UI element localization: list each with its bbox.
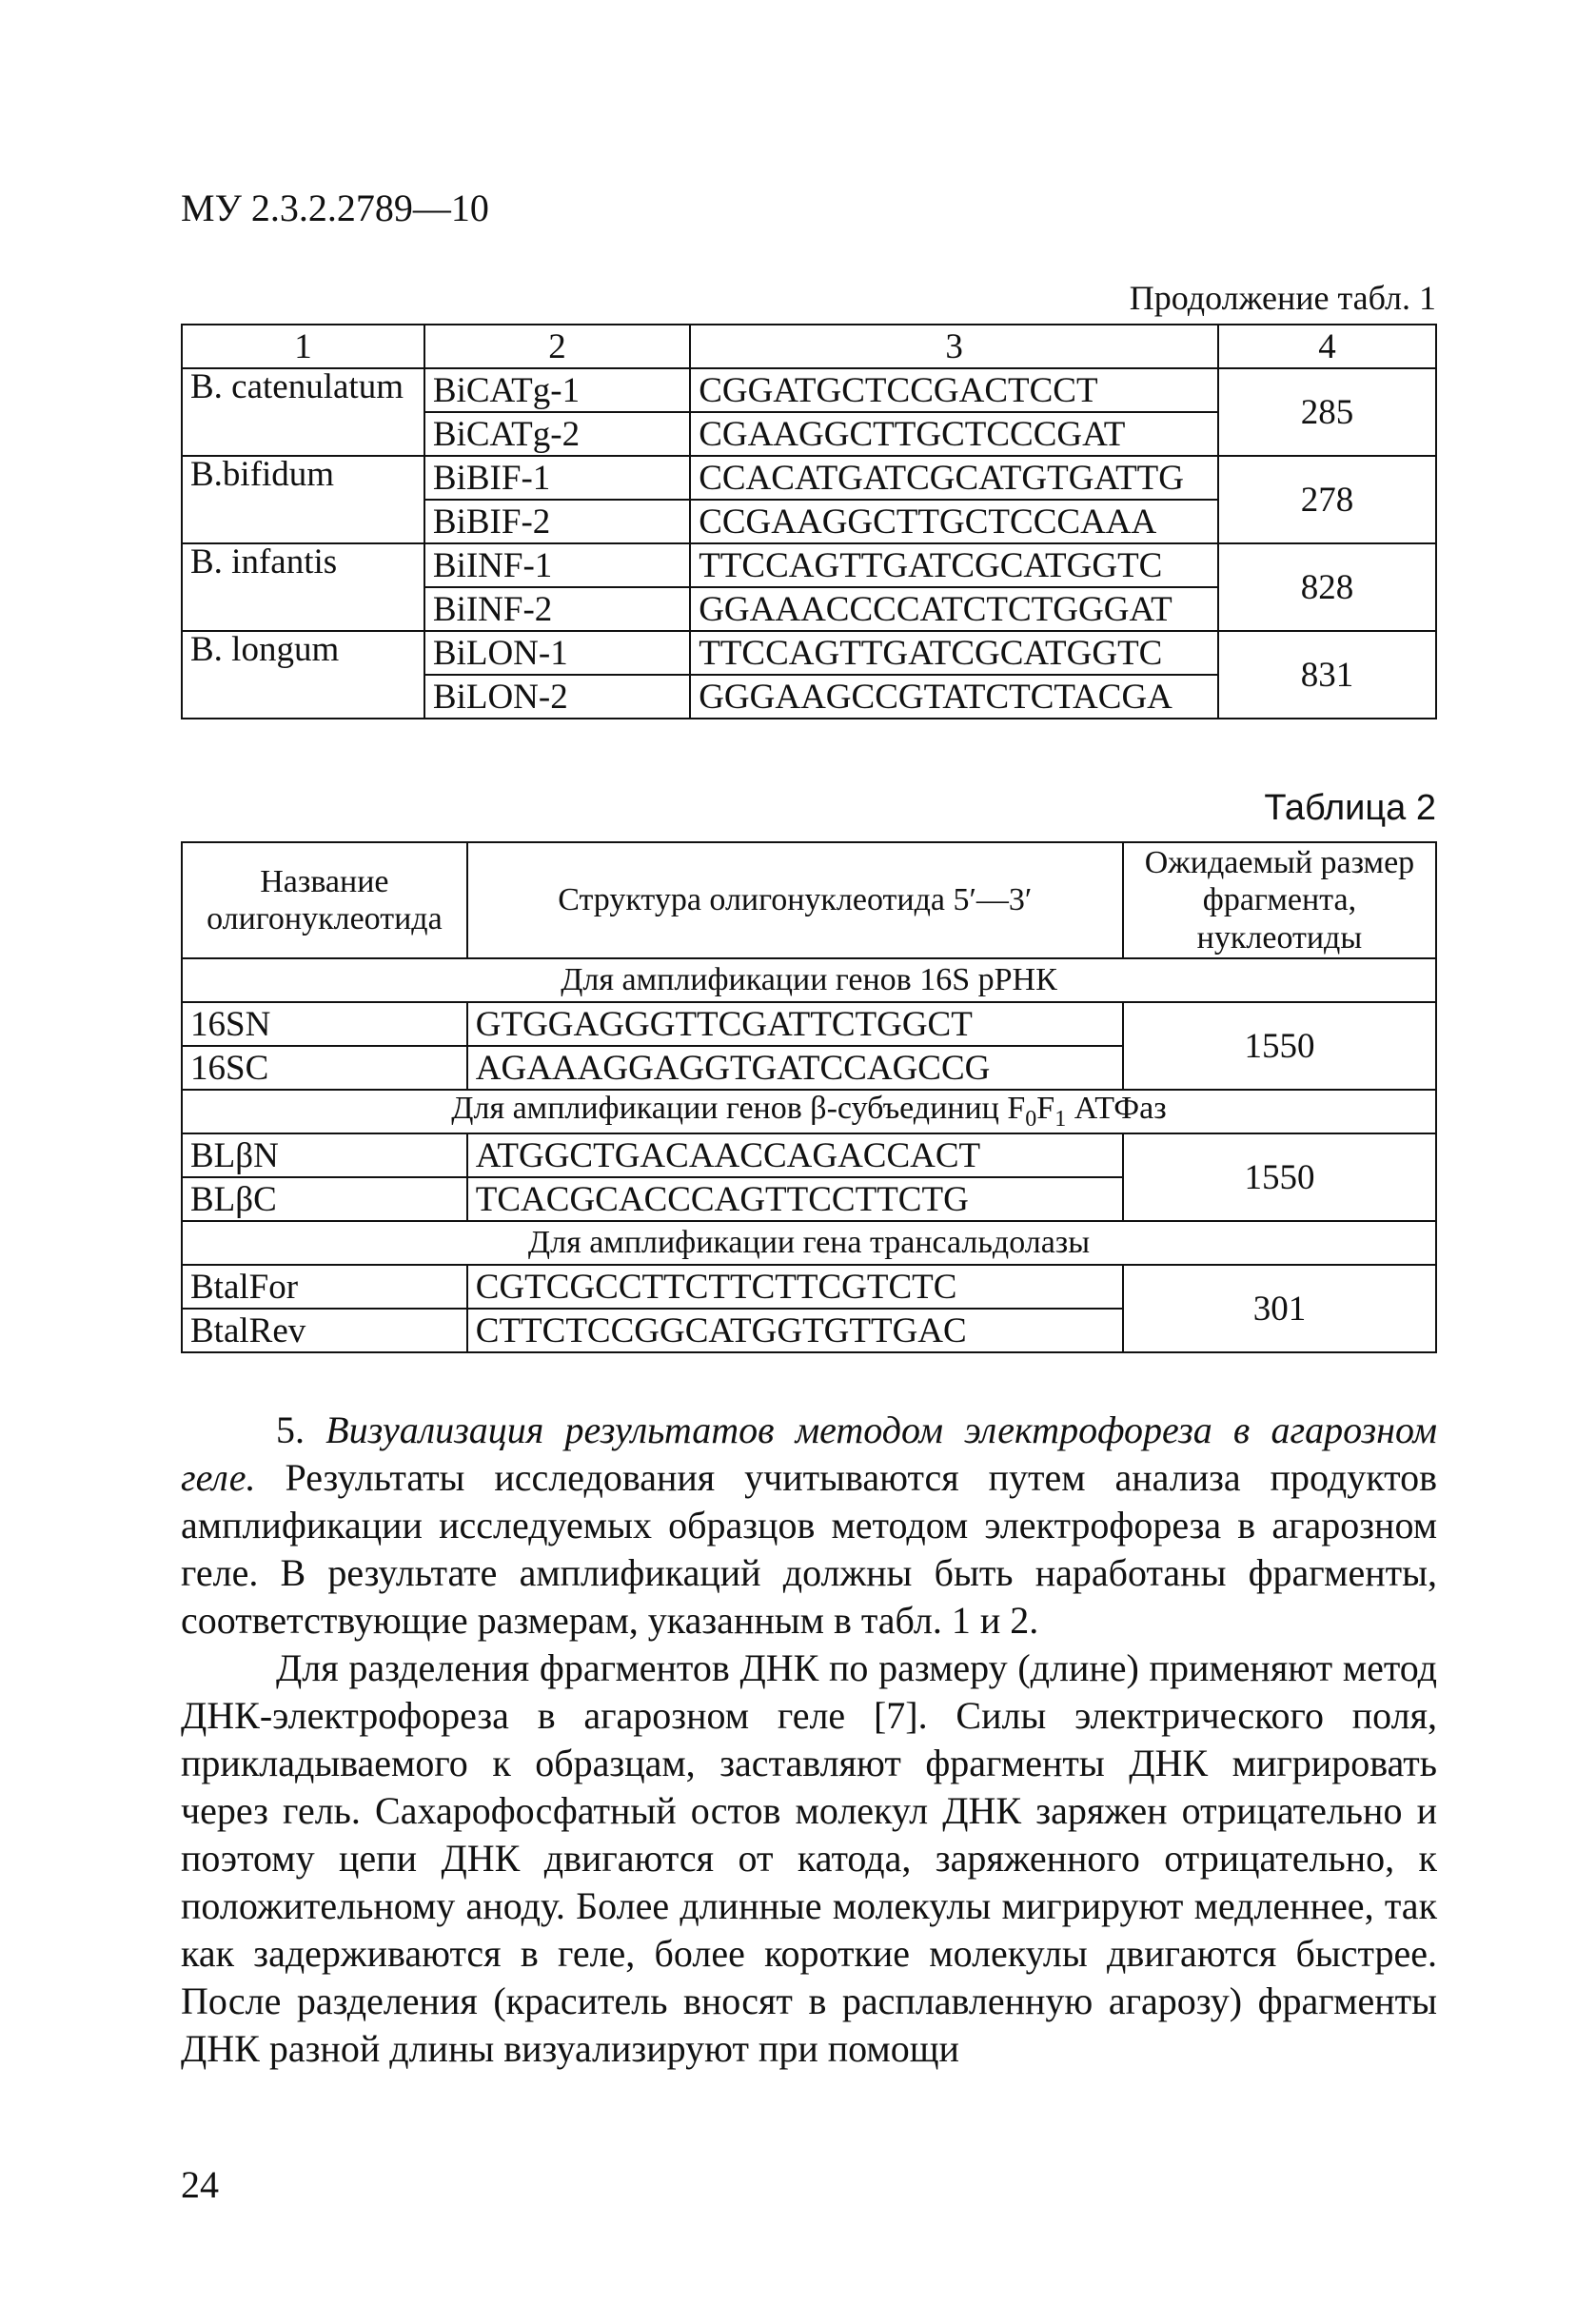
primer-name-cell: BiLON-2 [424,675,690,719]
table-row [182,368,1436,412]
section-title: Для амплификации генов 16S рРНК [182,958,1436,1002]
subscript: 0 [1025,1106,1037,1132]
sequence-cell: CCGAAGGCTTGCTCCCAAA [690,500,1218,543]
section-title-text: АТФаз [1066,1091,1167,1127]
fragment-size-cell: 301 [1123,1265,1436,1352]
primer-name-cell: BiINF-1 [424,543,690,587]
table1-col-header: 2 [424,325,690,368]
subscript: 1 [1054,1106,1067,1132]
section-heading: Визуализация результатов методом электрофореза в агарозном геле. [181,1409,1437,1499]
table-row [182,1265,1436,1309]
fragment-size-cell: 828 [1218,543,1436,631]
sequence-cell: CTTCTCCGGCATGGTGTTGAC [467,1309,1123,1352]
paragraph [181,1407,1437,1645]
sequence-cell: GGGAAGCCGTATCTCTACGA [690,675,1218,719]
sequence-cell: TCACGCACCCAGTTCCTTCTG [467,1177,1123,1221]
page-number: 24 [181,2163,219,2206]
species-cell: B. infantis [182,543,424,631]
sequence-cell: CGTCGCCTTCTTCTTCGTCTC [467,1265,1123,1309]
page-header: МУ 2.3.2.2789—10 [181,187,489,229]
table2-caption: Таблица 2 [1264,788,1436,828]
sequence-cell: AGAAAGGAGGTGATCCAGCCG [467,1046,1123,1090]
oligo-name-cell: 16SN [182,1002,467,1046]
species-cell: B. longum [182,631,424,719]
table1-header-row [182,325,1436,368]
primer-name-cell: BiBIF-1 [424,456,690,500]
oligo-name-cell: BtalRev [182,1309,467,1352]
section-row [182,1221,1436,1265]
paragraph-text: Результаты исследования учитываются путем анализа продуктов амплификации исследуемых образцов методом электрофореза в агарозном геле. В результате амплификаций должны быть наработаны фрагменты, соответствующие размерам, указанным в табл. 1 и 2. [181,1456,1437,1642]
table1-continuation-caption: Продолжение табл. 1 [1129,279,1436,317]
table1-col-header: 3 [690,325,1218,368]
section-row [182,958,1436,1002]
primer-name-cell: BiCATg-2 [424,412,690,456]
oligo-name-cell: 16SC [182,1046,467,1090]
fragment-size-cell: 278 [1218,456,1436,543]
fragment-size-cell: 1550 [1123,1133,1436,1221]
oligo-name-cell: BLβN [182,1133,467,1177]
fragment-size-cell: 1550 [1123,1002,1436,1090]
sequence-cell: TTCCAGTTGATCGCATGGTC [690,543,1218,587]
table2-col-header: Ожидаемый размер фрагмента, нуклеотиды [1123,842,1436,958]
section-row [182,1090,1436,1133]
primer-name-cell: BiINF-2 [424,587,690,631]
section-title: Для амплификации гена трансальдолазы [182,1221,1436,1265]
section-title-text: Для амплификации генов β-субъединиц F [451,1091,1026,1127]
table1-col-header: 4 [1218,325,1436,368]
sequence-cell: GTGGAGGGTTCGATTCTGGCT [467,1002,1123,1046]
species-cell: B. catenulatum [182,368,424,456]
sequence-cell: CGGATGCTCCGACTCCT [690,368,1218,412]
sequence-cell: ATGGCTGACAACCAGACCACT [467,1133,1123,1177]
table2-col-header: Название олигонуклеотида [182,842,467,958]
primer-name-cell: BiLON-1 [424,631,690,675]
primer-name-cell: BiBIF-2 [424,500,690,543]
primer-name-cell: BiCATg-1 [424,368,690,412]
sequence-cell: GGAAACCCCATCTCTGGGAT [690,587,1218,631]
fragment-size-cell: 285 [1218,368,1436,456]
section-title-text: F [1036,1091,1055,1127]
fragment-size-cell: 831 [1218,631,1436,719]
table-row [182,1133,1436,1177]
species-cell: B.bifidum [182,456,424,543]
oligo-name-cell: BLβC [182,1177,467,1221]
table-row [182,456,1436,500]
table-row [182,543,1436,587]
table-1 [181,324,1437,719]
table2-col-header: Структура олигонуклеотида 5′—3′ [467,842,1123,958]
table1-col-header: 1 [182,325,424,368]
body-text [181,1407,1437,2073]
paragraph: Для разделения фрагментов ДНК по размеру (длине) применяют метод ДНК-электрофореза в агарозном геле [7]. Силы электрического поля, прикладываемого к образцам, заставляют фрагменты ДНК мигрировать через гель. Сахарофосфатный остов молекул ДНК заряжен отрицательно и поэтому цепи ДНК двигаются от катода, заряженного отрицательно, к положительному аноду. Более длинные молекулы мигрируют медленнее, так как задерживаются в геле, более короткие молекулы двигаются быстрее. После разделения (краситель вносят в расплавленную агарозу) фрагменты ДНК разной длины визуализируют при помощи [181,1646,1437,2070]
oligo-name-cell: BtalFor [182,1265,467,1309]
table-row [182,631,1436,675]
sequence-cell: CCACATGATCGCATGTGATTG [690,456,1218,500]
sequence-cell: TTCCAGTTGATCGCATGGTC [690,631,1218,675]
section-title [182,1090,1436,1133]
table2-header-row [182,842,1436,958]
paragraph-number: 5. [276,1409,326,1451]
sequence-cell: CGAAGGCTTGCTCCCGAT [690,412,1218,456]
table-2 [181,841,1437,1353]
table-row [182,1002,1436,1046]
